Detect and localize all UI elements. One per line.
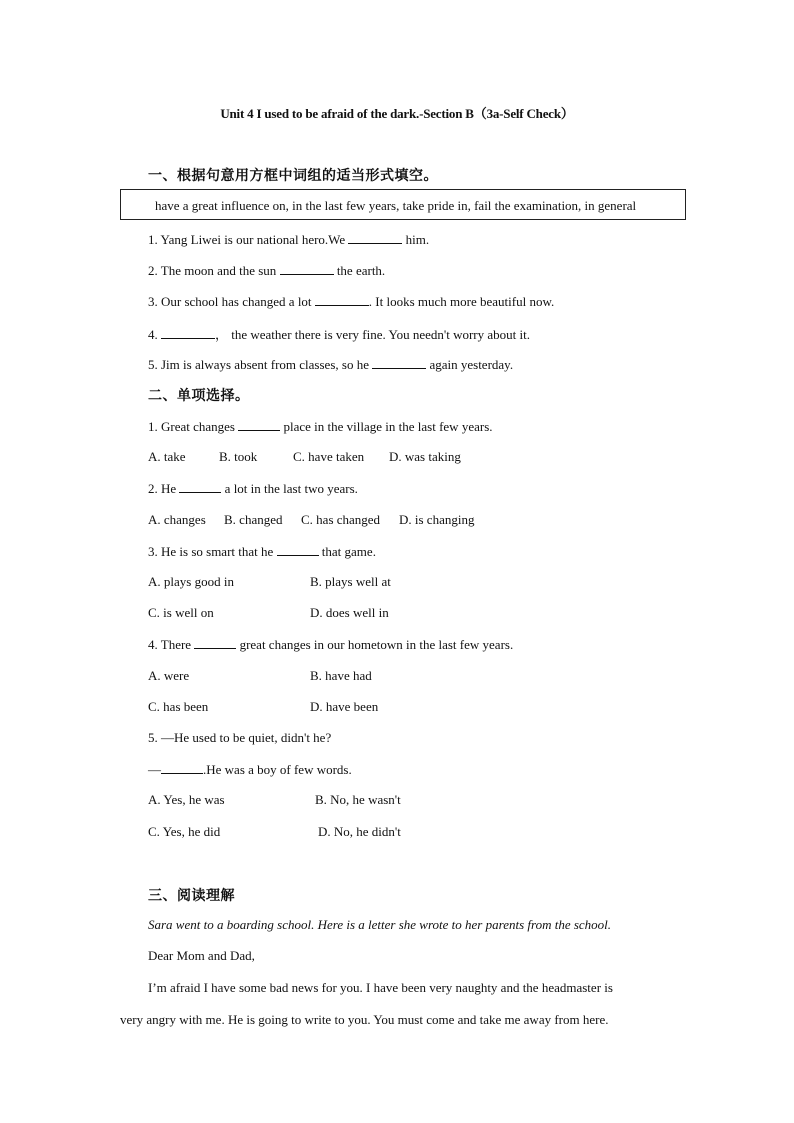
option-d[interactable]: D. is changing — [399, 512, 475, 527]
fill-item-3: 3. Our school has changed a lot . It looks much more beautiful now. — [148, 294, 555, 309]
option-b[interactable]: B. plays well at — [310, 574, 391, 589]
option-b[interactable]: B. have had — [310, 668, 372, 683]
mc-question-4: 4. There great changes in our hometown in the last few years. — [148, 637, 514, 652]
letter-paragraph-line-1: I’m afraid I have some bad news for you. I have been very naughty and the headmaster is — [148, 980, 613, 995]
option-c[interactable]: C. has been — [148, 699, 209, 714]
fill-item-2: 2. The moon and the sun the earth. — [148, 263, 386, 278]
option-c[interactable]: C. Yes, he did — [148, 824, 221, 839]
option-b[interactable]: B. No, he wasn't — [315, 792, 401, 807]
answer-blank[interactable] — [194, 636, 236, 649]
option-d[interactable]: D. does well in — [310, 605, 389, 620]
mc-question-3: 3. He is so smart that he that game. — [148, 544, 376, 559]
letter-greeting: Dear Mom and Dad, — [148, 948, 255, 963]
fill-item-4: 4. ， the weather there is very fine. You needn't worry about it. — [148, 327, 530, 342]
answer-blank[interactable] — [280, 262, 334, 275]
option-a[interactable]: A. were — [148, 668, 190, 683]
answer-blank[interactable] — [161, 761, 203, 774]
section2-heading: 二、单项选择。 — [148, 388, 250, 404]
answer-blank[interactable] — [372, 356, 426, 369]
fill-item-1: 1. Yang Liwei is our national hero.We him. — [148, 232, 430, 247]
option-d[interactable]: D. No, he didn't — [318, 824, 401, 839]
option-d[interactable]: D. was taking — [389, 449, 461, 464]
page-title: Unit 4 I used to be afraid of the dark.-Section B（3a-Self Check） — [220, 106, 574, 121]
section3-heading: 三、阅读理解 — [148, 888, 235, 904]
answer-blank[interactable] — [179, 480, 221, 493]
answer-blank[interactable] — [348, 231, 402, 244]
answer-blank[interactable] — [315, 293, 369, 306]
option-a[interactable]: A. plays good in — [148, 574, 234, 589]
section1-heading: 一、根据句意用方框中词组的适当形式填空。 — [148, 168, 438, 184]
option-d[interactable]: D. have been — [310, 699, 379, 714]
answer-blank[interactable] — [238, 418, 280, 431]
mc-question-5: 5. —He used to be quiet, didn't he? — [148, 730, 332, 745]
phrase-box: have a great influence on, in the last few years, take pride in, fail the examination, in general — [120, 189, 686, 220]
option-b[interactable]: B. took — [219, 449, 258, 464]
option-c[interactable]: C. has changed — [301, 512, 381, 527]
answer-blank[interactable] — [161, 326, 215, 339]
fill-item-5: 5. Jim is always absent from classes, so he again yesterday. — [148, 357, 514, 372]
option-a[interactable]: A. take — [148, 449, 186, 464]
option-a[interactable]: A. Yes, he was — [148, 792, 225, 807]
mc-question-2: 2. He a lot in the last two years. — [148, 481, 358, 496]
option-c[interactable]: C. is well on — [148, 605, 214, 620]
option-a[interactable]: A. changes — [148, 512, 206, 527]
option-c[interactable]: C. have taken — [293, 449, 365, 464]
mc-question-5-response: — .He was a boy of few words. — [148, 762, 352, 777]
letter-paragraph-line-2: very angry with me. He is going to write to you. You must come and take me away from here. — [120, 1012, 609, 1027]
reading-intro: Sara went to a boarding school. Here is a letter she wrote to her parents from the school. — [148, 917, 612, 932]
option-b[interactable]: B. changed — [224, 512, 283, 527]
answer-blank[interactable] — [277, 543, 319, 556]
mc-question-1: 1. Great changes place in the village in the last few years. — [148, 419, 493, 434]
